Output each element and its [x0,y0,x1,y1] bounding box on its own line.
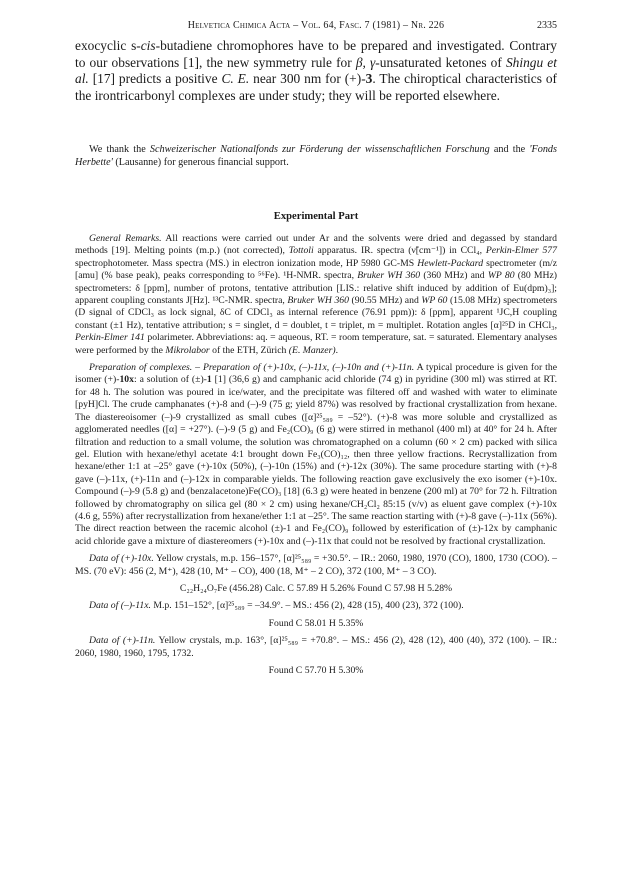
shingu-ref: Shingu et al. [75,54,557,87]
fund-name: Schweizerischer Nationalfonds zur Förderung der wissenschaftlichen Forschung [149,144,490,155]
intro-paragraph: exocyclic s-cis-butadiene chromophores have to be prepared and investigated. Contrary to our observations [1], the new symmetry rule for β, γ-unsaturated ketones of Shingu et al. [17] predicts a positive C. E. near 300 nm for (+)-3. The chiroptical characteristics of the irontricarbonyl complexes are under study; they will be reported elsewhere. [75,38,557,103]
preparation-head: Preparation of complexes. – Preparation of (+)-10x, (–)-11x, (–)-10n and (+)-11n. [89,362,415,374]
cotton-effect: C. E. [221,71,250,87]
section-title: Experimental Part [273,211,359,222]
general-remarks: General Remarks. All reactions were carried out under Ar and the solvents were dried and degassed by standard methods [19]. Melting points (m.p.) (not corrected), Tottoli apparatus. IR. spectra (ν̃[cm⁻¹]) in CCl₄, Perkin-Elmer 577 spectrophotometer. Mass spectra (MS.) in electron ionization mode, HP 5980 GC-MS Hewlett-Packard spectrometer (m/z [amu] (% base peak), peaks corresponding to ⁵⁶Fe). ¹H-NMR. spectra, Bruker WH 360 (360 MHz) and WP 80 (80 MHz) spectrometers: δ [ppm], number of protons, tentative attribution [LIS.: relative shift induced by addition of Eu(dpm)₃]; apparent coupling constants J[Hz]. ¹³C-NMR. spectra, Bruker WH 360 (90.55 MHz) and WP 60 (15.08 MHz) spectrometers (D signal of CDCl₃ as lock signal, δC of CDCl₃ as internal reference (76.91 ppm)): δ [ppm], apparent ¹JC,H coupling constant (±1 Hz), tentative attribution; s = singlet, d = doublet, t = triplet, m = multiplet. Rotation angles [α]²⁵D in CHCl₃, Perkin-Elmer 141 polarimeter. Abbreviations: aq. = aqueous, RT. = room temperature, sat. = saturated. Elementary analyses were performed by the Mikrolabor of the ETH, Zürich (E. Manzer). [75,233,558,356]
page-number: 2335 [537,20,557,31]
running-header [75,20,557,34]
data-10x: Data of (+)-10x. Yellow crystals, m.p. 156–157°, [α]²⁵₅₈₉ = +30.5°. – IR.: 2060, 1980, 1970 (CO), 1800, 1730 (COO). – MS. (70 eV): 456 (2, M⁺), 428 (10, M⁺ – CO), 400 (18, M⁺ – 2 CO), 372 (100, M⁺ – 3 CO). [75,553,557,577]
data-11x-head: Data of (–)-11x. [89,600,151,612]
cis-term: cis [140,38,156,53]
data-11n: Data of (+)-11n. Yellow crystals, m.p. 163°, [α]²⁵₅₈₉ = +70.8°. – MS.: 456 (2), 428 (12), 400 (40), 372 (100). – IR.: 2060, 1980, 1960, 1795, 1732. [75,635,558,659]
analysis-10x: C₂₂H₂₄O₇Fe (456.28) Calc. C 57.89 H 5.26% Found C 57.98 H 5.28% [179,582,453,594]
data-11x: Data of (–)-11x. M.p. 151–152°, [α]²⁵₅₈₉ = –34.9°. – MS.: 456 (2), 428 (15), 400 (23), 372 (100). [89,600,464,612]
analysis-11n: Found C 57.70 H 5.30% [268,665,364,676]
experimental-body [75,233,557,682]
fonds-herbette: 'Fonds Herbette' [75,144,557,169]
preparation-paragraph: Preparation of complexes. – Preparation of (+)-10x, (–)-11x, (–)-10n and (+)-11n. A typical procedure is given for the isomer (+)-10x: a solution of (±)-1 [1] (36,6 g) and camphanic acid chloride (74 g) in pyridine (300 ml) was stirred at RT. for 48 h. The solution was poured in ice/water, and the precipitate was filtered off and washed with water to eliminate [pyH]Cl. The crude camphanates (+)-8 and (–)-9 (75 g; yield 87%) was resolved by fractional crystallization from hexane. The diastereoisomer (–)-9 crystallized as small cubes ([α]²⁵₅₈₉ = –52°). (+)-8 was more soluble and crystallized as agglomerated needles ([α] = +27°). (–)-9 (5 g) and Fe₂(CO)₉ (6 g) were stirred in methanol (400 ml) at 40° for 24 h. After filtration and reduction to a small volume, the solution was chromatographed on a column (60 × 2 cm) packed with silica gel. Elution with hexane/ethyl acetate 4:1 brought down Fe₃(CO)₁₂, then three yellow fractions. Recrystallization from hexane/ether 1:1 at –25° gave (+)-10x (50%), (–)-10n (15%) and (+)-12x (30%). The same procedure starting with (+)-8 gave (–)-11x, (+)-11n and (–)-12x in comparable yields. The following reaction gave exclusively the exo isomer (+)-10x. Compound (–)-9 (5.8 g) and (benzalacetone)Fe(CO)₃ [18] (6.3 g) were heated in benzene (200 ml) at 70° for 72 h. Filtration followed by chromatography on silica gel (80 × 2 cm) using hexane/CH₂Cl₂ 85:15 (v/v) as eluent gave complex (+)-10x (4.6 g, 55%) after recrystallization from hexane/ether 1:1 at –25°. The same reaction starting with (+)-8 gave (–)-11x (56%). The direct reaction between the racemic alcohol (±)-1 and Fe₂(CO)₉ followed by esterification of (±)-12x by camphanic acid chloride gave a mixture of diastereomers (+)-10x and (–)-11x that could not be resolved by fractional crystallization. [75,362,558,547]
beta-gamma: β, γ [355,54,376,70]
data-11n-head: Data of (+)-11n. [89,635,156,647]
data-10x-head: Data of (+)-10x. [89,553,154,565]
acknowledgement: We thank the Schweizerischer Nationalfonds zur Förderung der wissenschaftlichen Forschung and the 'Fonds Herbette' (Lausanne) for generous financial support. [75,144,557,169]
journal-title: Helvetica Chimica Acta – Vol. 64, Fasc. 7 (1981) – Nr. 226 [187,20,445,31]
general-remarks-head: General Remarks. [89,233,162,244]
analysis-11x: Found C 58.01 H 5.35% [268,617,364,629]
compound-3: 3 [365,71,373,87]
